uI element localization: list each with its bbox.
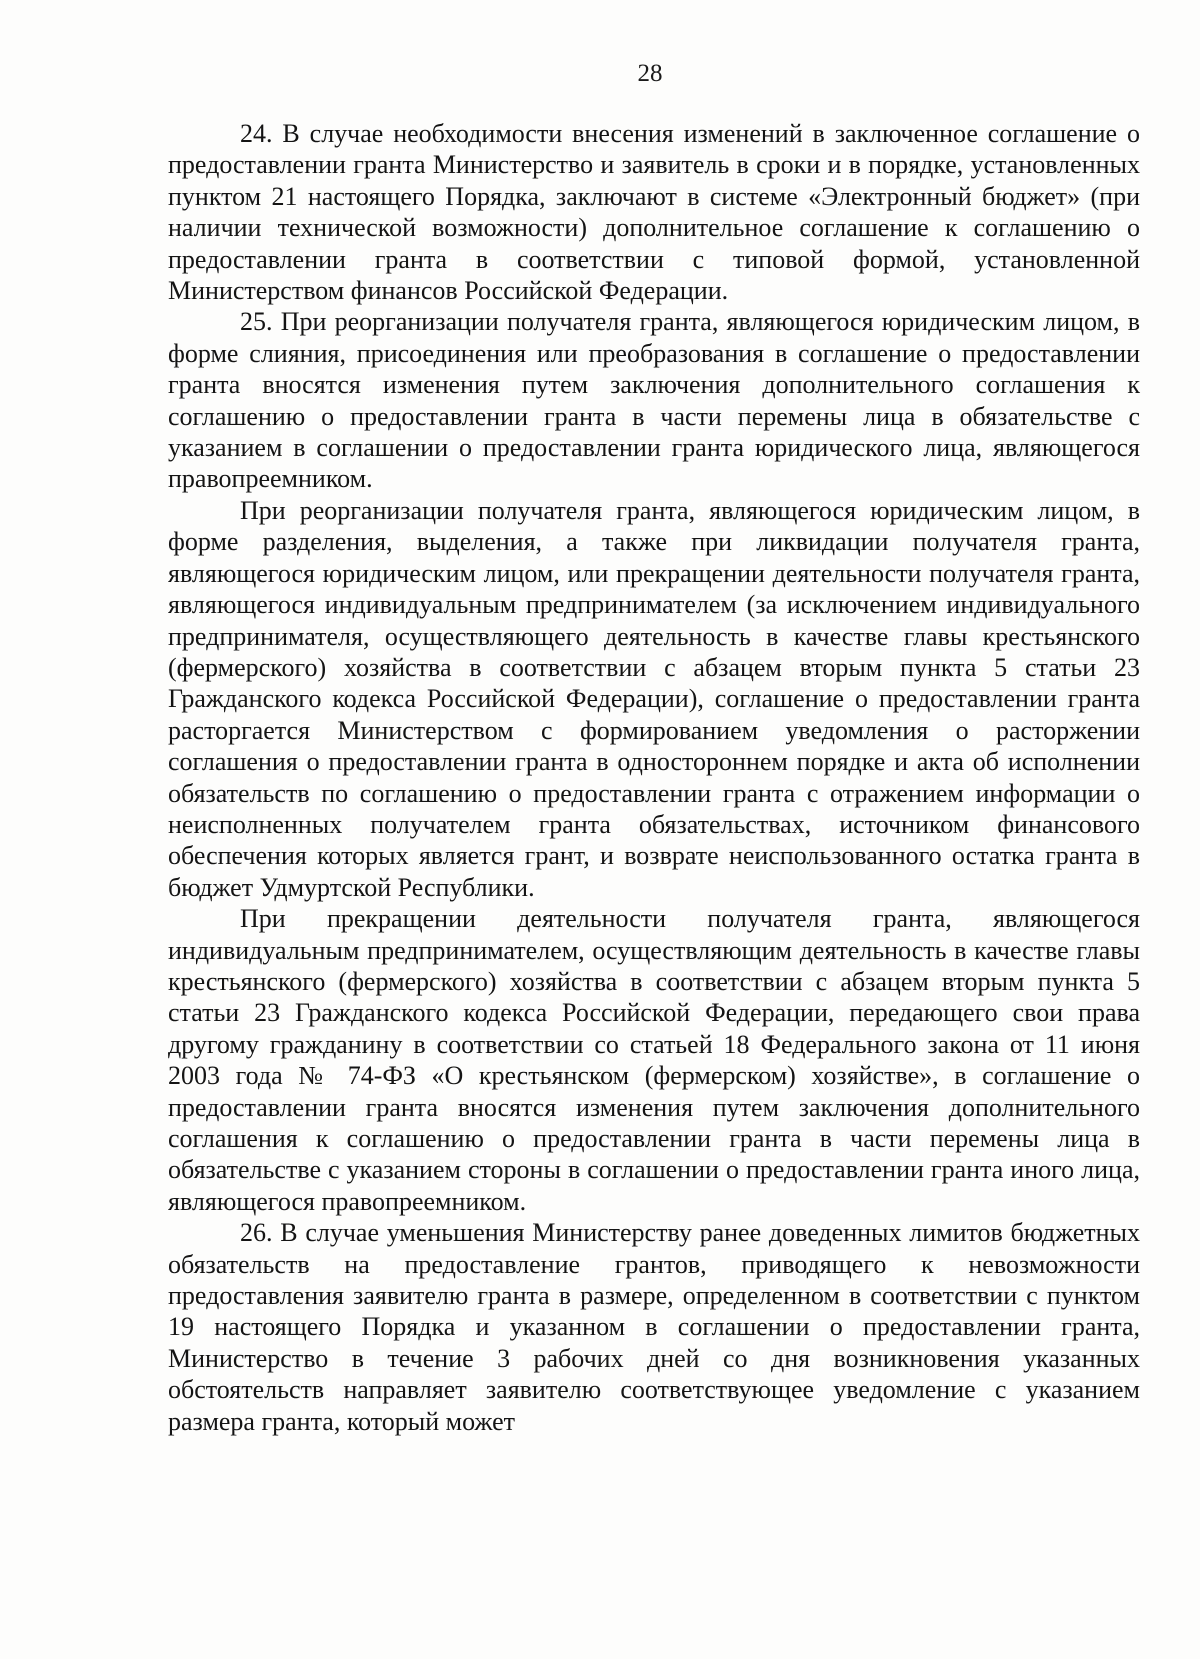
paragraph-25-farm-termination: При прекращении деятельности получателя гранта, являющегося индивидуальным предпринимателем, осуществляющим деятельность в качестве главы крестьянского (фермерского) хозяйства в соответствии с абзацем вторым пункта 5 статьи 23 Гражданского кодекса Российской Федерации, передающего свои права другому гражданину в соответствии со статьей 18 Федерального закона от 11 июня 2003 года № 74-ФЗ «О крестьянском (фермерском) хозяйстве», в соглашение о предоставлении гранта вносятся изменения путем заключения дополнительного соглашения к соглашению о предоставлении гранта в части перемены лица в обязательстве с указанием стороны в соглашении о предоставлении гранта иного лица, являющегося правопреемником. [168, 904, 1140, 1216]
paragraph-25-reorganization-split: При реорганизации получателя гранта, являющегося юридическим лицом, в форме разделения, выделения, а также при ликвидации получателя гранта, являющегося юридическим лицом, или прекращении деятельности получателя гранта, являющегося индивидуальным предпринимателем (за исключением индивидуального предпринимателя, осуществляющего деятельность в качестве главы крестьянского (фермерского) хозяйства в соответствии с абзацем вторым пункта 5 статьи 23 Гражданского кодекса Российской Федерации), соглашение о предоставлении гранта расторгается Министерством с формированием уведомления о расторжении соглашения о предоставлении гранта в одностороннем порядке и акта об исполнении обязательств по соглашению о предоставлении гранта с отражением информации о неисполненных получателем гранта обязательствах, источником финансового обеспечения которых является грант, и возврате неиспользованного остатка гранта в бюджет Удмуртской Республики. [168, 495, 1140, 902]
paragraph-25: 25. При реорганизации получателя гранта, являющегося юридическим лицом, в форме слияния, присоединения или преобразования в соглашение о предоставлении гранта вносятся изменения путем заключения дополнительного соглашения к соглашению о предоставлении гранта в части перемены лица в обязательстве с указанием в соглашении о предоставлении гранта юридического лица, являющегося правопреемником. [168, 307, 1140, 494]
document-body [168, 118, 1140, 1437]
paragraph-24: 24. В случае необходимости внесения изменений в заключенное соглашение о предоставлении гранта Министерство и заявитель в сроки и в порядке, установленных пунктом 21 настоящего Порядка, заключают в системе «Электронный бюджет» (при наличии технической возможности) дополнительное соглашение к соглашению о предоставлении гранта в соответствии с типовой формой, установленной Министерством финансов Российской Федерации. [168, 119, 1140, 306]
page-number: 28 [637, 60, 663, 87]
paragraph-26: 26. В случае уменьшения Министерству ранее доведенных лимитов бюджетных обязательств на предоставление грантов, приводящего к невозможности предоставления заявителю гранта в размере, определенном в соответствии с пунктом 19 настоящего Порядка и указанном в соглашении о предоставлении гранта, Министерство в течение 3 рабочих дней со дня возникновения указанных обстоятельств направляет заявителю соответствующее уведомление с указанием размера гранта, который может [168, 1218, 1140, 1436]
